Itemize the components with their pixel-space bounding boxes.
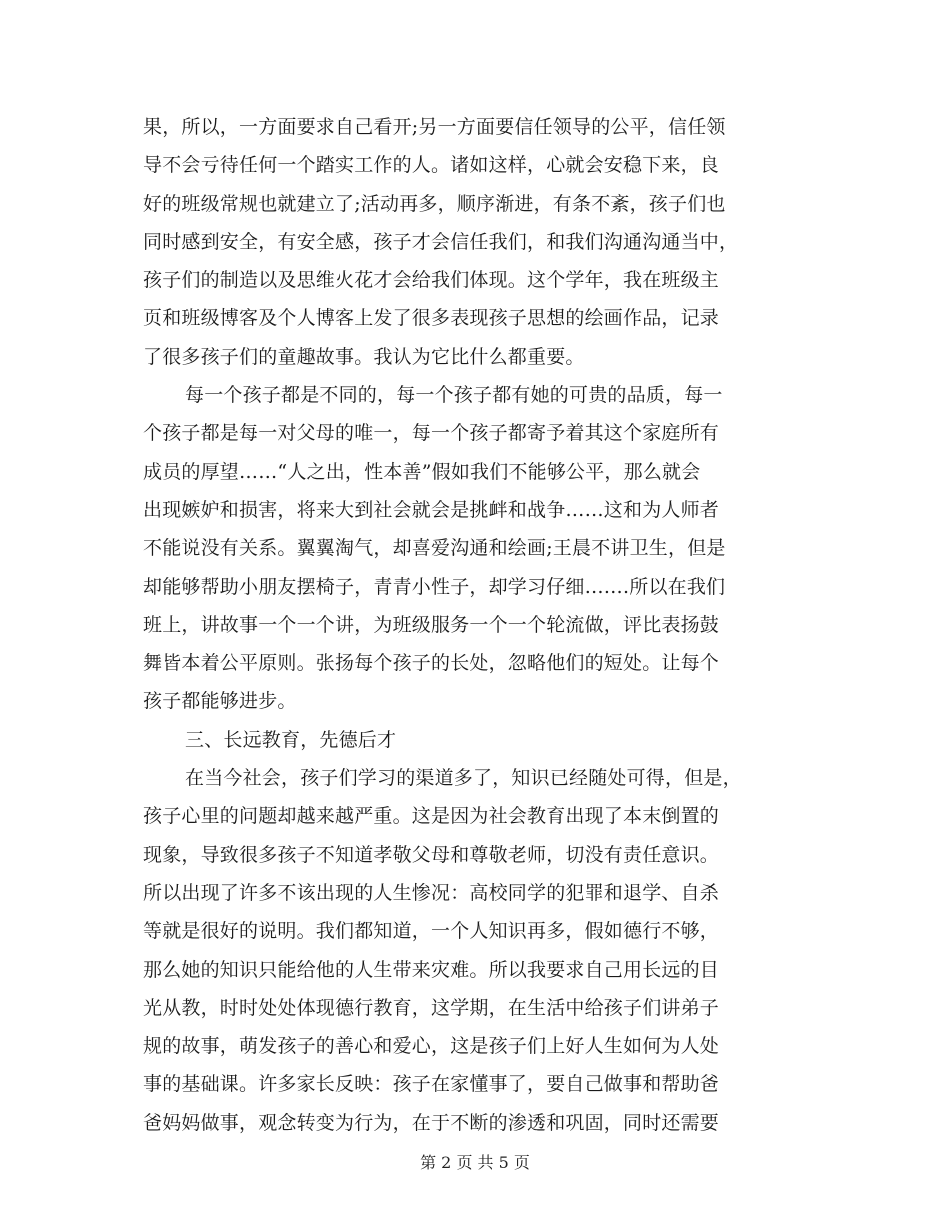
page-number-footer: 第 2 页 共 5 页 — [420, 1153, 530, 1172]
text-line: 班上，讲故事一个一个讲，为班级服务一个一个轮流做，评比表扬鼓 — [143, 613, 720, 636]
document-body — [143, 108, 803, 1142]
text-line: 果，所以，一方面要求自己看开;另一方面要信任领导的公平，信任领 — [143, 116, 726, 138]
text-line: 现象，导致很多孩子不知道孝敬父母和尊敬老师，切没有责任意识。 — [143, 843, 720, 866]
text-line: 孩子们的制造以及思维火花才会给我们体现。这个学年，我在班级主 — [143, 269, 720, 292]
text-line: 孩子心里的问题却越来越严重。这是因为社会教育出现了本末倒置的 — [143, 805, 720, 828]
text-line: 不能说没有关系。翼翼淘气，却喜爱沟通和绘画;王晨不讲卫生，但是 — [143, 537, 726, 560]
text-line: 成员的厚望……“人之出，性本善”假如我们不能够公平，那么就会 — [143, 460, 701, 483]
text-line: 却能够帮助小朋友摆椅子，青青小性子，却学习仔细…….所以在我们 — [143, 575, 726, 598]
text-line: 出现嫉妒和损害，将来大到社会就会是挑衅和战争……这和为人师者 — [143, 498, 720, 521]
text-line: 光从教，时时处处体现德行教育，这学期，在生活中给孩子们讲弟子 — [143, 996, 720, 1019]
paragraph-start-line: 每一个孩子都是不同的，每一个孩子都有她的可贵的品质，每一 — [185, 384, 723, 407]
text-line: 孩子都能够进步。 — [143, 690, 297, 713]
text-line: 规的故事，萌发孩子的善心和爱心，这是孩子们上好人生如何为人处 — [143, 1035, 720, 1058]
text-line: 舞皆本着公平原则。张扬每个孩子的长处，忽略他们的短处。让每个 — [143, 652, 720, 675]
text-line: 了很多孩子们的童趣故事。我认为它比什么都重要。 — [143, 345, 585, 368]
text-line: 等就是很好的说明。我们都知道，一个人知识再多，假如德行不够， — [143, 920, 720, 943]
text-line: 那么她的知识只能给他的人生带来灾难。所以我要求自己用长远的目 — [143, 958, 720, 981]
text-line: 爸妈妈做事，观念转变为行为，在于不断的渗透和巩固，同时还需要 — [143, 1111, 720, 1134]
text-line: 导不会亏待任何一个踏实工作的人。诸如这样，心就会安稳下来，良 — [143, 154, 720, 177]
text-line: 个孩子都是每一对父母的唯一，每一个孩子都寄予着其这个家庭所有 — [143, 422, 720, 445]
section-heading: 三、长远教育，先德后才 — [185, 728, 397, 751]
text-line: 所以出现了许多不该出现的人生惨况：高校同学的犯罪和退学、自杀 — [143, 881, 720, 904]
text-line: 好的班级常规也就建立了;活动再多，顺序渐进，有条不紊，孩子们也 — [143, 192, 726, 215]
text-line: 事的基础课。许多家长反映：孩子在家懂事了，要自己做事和帮助爸 — [143, 1073, 720, 1096]
text-line: 页和班级博客及个人博客上发了很多表现孩子思想的绘画作品，记录 — [143, 307, 720, 330]
text-line: 同时感到安全，有安全感，孩子才会信任我们，和我们沟通沟通当中， — [143, 230, 739, 253]
paragraph-start-line: 在当今社会，孩子们学习的渠道多了，知识已经随处可得，但是， — [185, 767, 742, 790]
